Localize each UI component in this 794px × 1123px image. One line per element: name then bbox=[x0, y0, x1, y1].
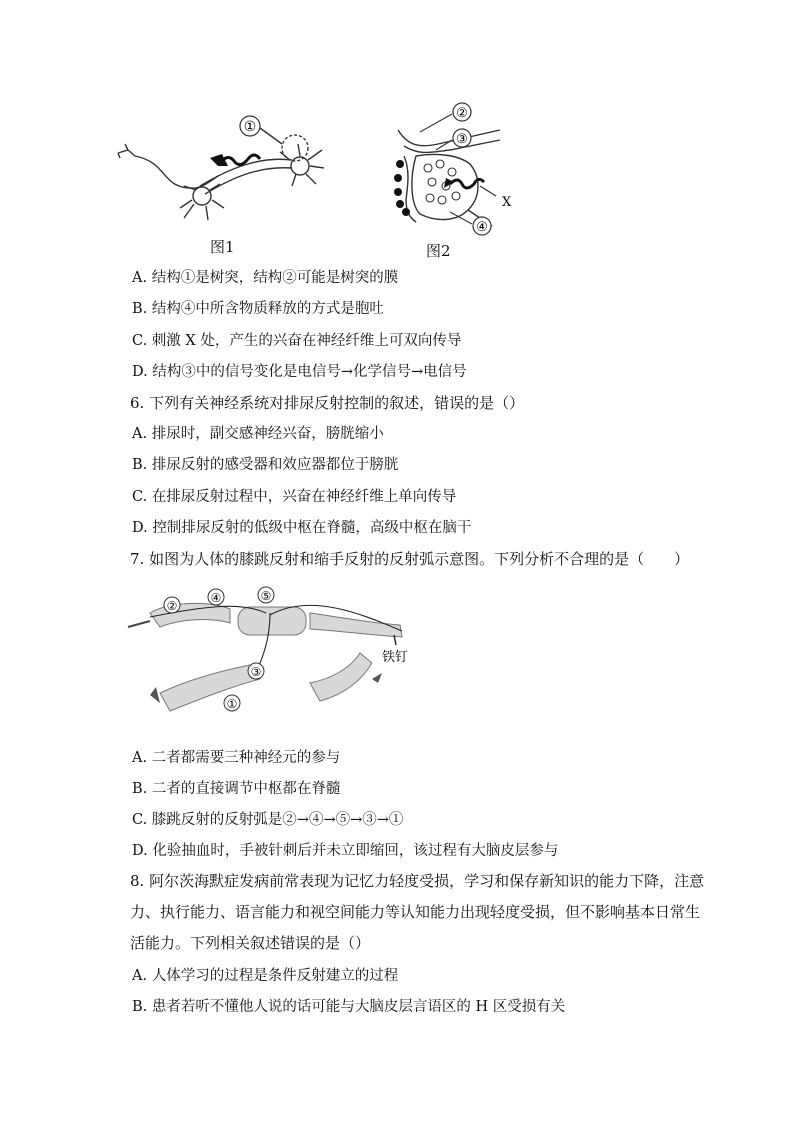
q6-option-c: C. 在排尿反射过程中，兴奋在神经纤维上单向传导 bbox=[132, 489, 457, 505]
figure-3-marker-5: ⑤ bbox=[260, 589, 272, 603]
q5-option-c: C. 刺激 X 处，产生的兴奋在神经纤维上可双向传导 bbox=[132, 333, 462, 349]
q6-option-d: D. 控制排尿反射的低级中枢在脊髓，高级中枢在脑干 bbox=[132, 520, 472, 536]
figure-3-nail-label: 铁钉 bbox=[382, 650, 409, 665]
q8-stem: 8. 阿尔茨海默症发病前常表现为记忆力轻度受损，学习和保存新知识的能力下降，注意力、执行能力、语言能力和视空间能力等认知能力出现轻度受损，但不影响基本日常生活能力。下列相关叙述错误的是（） bbox=[130, 872, 705, 952]
figure-2-x-label: X bbox=[502, 195, 512, 210]
q8-option-a: A. 人体学习的过程是条件反射建立的过程 bbox=[132, 968, 399, 984]
figure-1-neuron bbox=[110, 108, 330, 253]
q7-stem: 7. 如图为人体的膝跳反射和缩手反射的反射弧示意图。下列分析不合理的是（ ） bbox=[130, 550, 690, 568]
figure-3-marker-3: ③ bbox=[250, 665, 262, 679]
q5-option-d: D. 结构③中的信号变化是电信号→化学信号→电信号 bbox=[132, 364, 467, 380]
q7-option-b: B. 二者的直接调节中枢都在脊髓 bbox=[132, 781, 341, 797]
q7-option-c: C. 膝跳反射的反射弧是②→④→⑤→③→① bbox=[132, 812, 404, 828]
figure-3-marker-1: ① bbox=[226, 697, 238, 711]
q5-option-b: B. 结构④中所含物质释放的方式是胞吐 bbox=[132, 301, 384, 317]
figure-2-label: 图2 bbox=[426, 242, 451, 260]
figure-1-label: 图1 bbox=[210, 238, 235, 256]
figure-1-marker-1: ① bbox=[243, 119, 257, 135]
figure-3-reflex-arc bbox=[120, 583, 420, 725]
q7-option-d: D. 化验抽血时，手被针刺后并未立即缩回，该过程有大脑皮层参与 bbox=[132, 843, 559, 859]
figure-2-marker-4: ④ bbox=[476, 220, 488, 235]
q5-option-a: A. 结构①是树突，结构②可能是树突的膜 bbox=[132, 270, 399, 286]
q7-option-a: A. 二者都需要三种神经元的参与 bbox=[132, 750, 341, 766]
figure-2-synapse bbox=[380, 100, 530, 245]
figure-2-marker-2: ② bbox=[456, 106, 468, 121]
figure-3-marker-4: ④ bbox=[210, 591, 222, 605]
q8-option-b: B. 患者若听不懂他人说的话可能与大脑皮层言语区的 H 区受损有关 bbox=[132, 999, 566, 1015]
q6-option-b: B. 排尿反射的感受器和效应器都位于膀胱 bbox=[132, 457, 399, 473]
figure-3-marker-2: ② bbox=[166, 599, 178, 613]
q6-option-a: A. 排尿时，副交感神经兴奋，膀胱缩小 bbox=[132, 426, 384, 442]
figure-2-marker-3: ③ bbox=[456, 132, 468, 147]
q6-stem: 6. 下列有关神经系统对排尿反射控制的叙述，错误的是（） bbox=[130, 394, 525, 412]
